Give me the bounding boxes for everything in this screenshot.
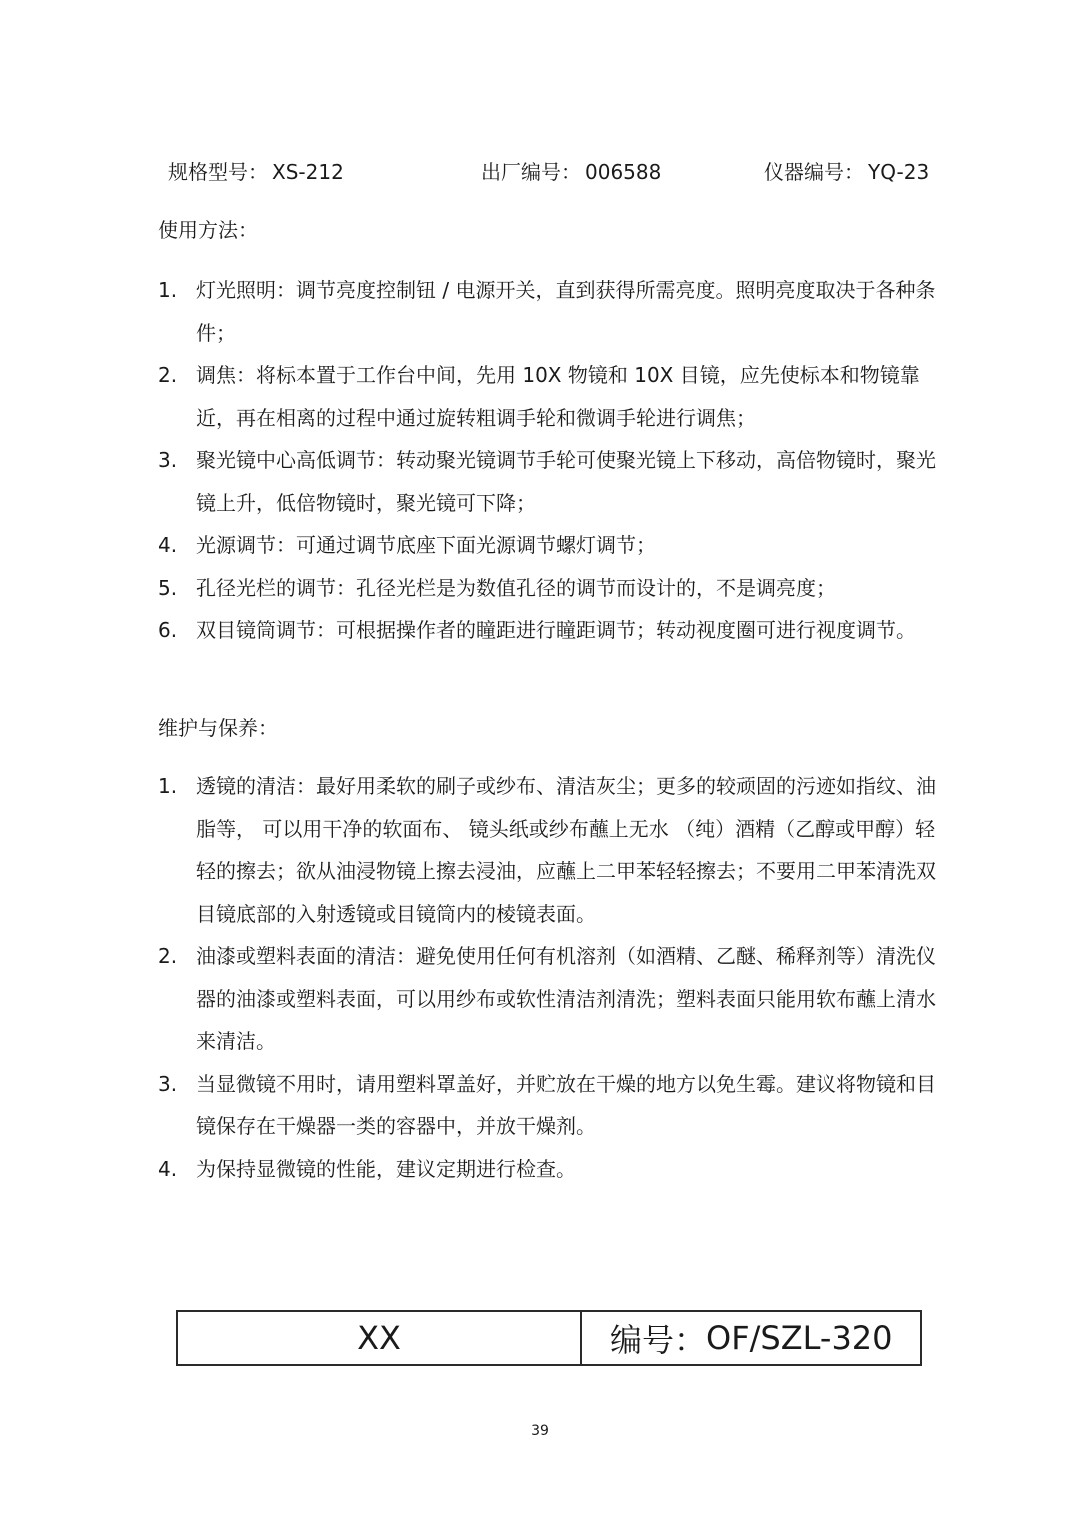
list-item <box>158 1148 938 1191</box>
list-item-number: 6. <box>158 618 178 642</box>
list-item <box>158 354 938 439</box>
list-item-number: 2. <box>158 944 178 968</box>
list-item-number: 3. <box>158 1071 178 1096</box>
page-number: 39 <box>531 1423 549 1439</box>
instrument-spec <box>764 156 929 185</box>
list-item-number: 1. <box>158 278 178 302</box>
usage-list <box>158 269 938 652</box>
list-item <box>158 609 938 652</box>
list-item-number: 4. <box>158 533 178 557</box>
list-item-text: 当显微镜不用时，请用塑料罩盖好，并贮放在干燥的地方以免生霉。建议将物镜和目镜保存在干燥器一类的容器中，并放干燥剂。 <box>196 1071 936 1138</box>
list-item-number: 2. <box>158 363 178 387</box>
list-item-number: 5. <box>158 575 178 600</box>
footer-code-label: 编号： <box>610 1321 707 1359</box>
footer-table <box>176 1310 922 1366</box>
list-item-number: 4. <box>158 1156 178 1181</box>
list-item <box>158 935 938 1063</box>
list-item-text: 为保持显微镜的性能，建议定期进行检查。 <box>196 1156 576 1181</box>
model-value: XS-212 <box>272 160 344 184</box>
spec-row <box>168 156 928 188</box>
list-item <box>158 269 938 354</box>
list-item-text: 调焦：将标本置于工作台中间，先用 10X 物镜和 10X 目镜，应先使标本和物镜靠近，再在相离的过程中通过旋转粗调手轮和微调手轮进行调焦； <box>196 363 920 430</box>
list-item-text: 灯光照明：调节亮度控制钮 / 电源开关，直到获得所需亮度。照明亮度取决于各种条件； <box>196 278 936 345</box>
maintenance-list <box>158 765 938 1190</box>
list-item-text: 双目镜筒调节：可根据操作者的瞳距进行瞳距调节；转动视度圈可进行视度调节。 <box>196 618 916 642</box>
list-item-text: 聚光镜中心高低调节：转动聚光镜调节手轮可使聚光镜上下移动，高倍物镜时，聚光镜上升，低倍物镜时，聚光镜可下降； <box>196 448 936 515</box>
maintenance-section-title: 维护与保养： <box>158 716 278 740</box>
serial-spec <box>481 156 661 185</box>
list-item <box>158 524 938 567</box>
footer-code-cell <box>582 1312 920 1364</box>
list-item <box>158 1063 938 1148</box>
model-spec <box>168 156 344 185</box>
instrument-label: 仪器编号： <box>764 160 864 184</box>
list-item-text: 光源调节：可通过调节底座下面光源调节螺灯调节； <box>196 533 656 557</box>
list-item-text: 透镜的清洁：最好用柔软的刷子或纱布、清洁灰尘；更多的较顽固的污迹如指纹、油脂等， 可以用干净的软面布、 镜头纸或纱布蘸上无水 （纯）酒精（乙醇或甲醇）轻轻的擦去；欲从油浸物镜上擦去浸油，应蘸上二甲苯轻轻擦去；不要用二甲苯清洗双目镜底部的入射透镜或目镜筒内的棱镜表面。 <box>196 774 936 926</box>
list-item-number: 3. <box>158 448 178 472</box>
list-item-text: 油漆或塑料表面的清洁：避免使用任何有机溶剂（如酒精、乙醚、稀释剂等）清洗仪器的油漆或塑料表面，可以用纱布或软性清洁剂清洗；塑料表面只能用软布蘸上清水来清洁。 <box>196 944 936 1053</box>
instrument-value: YQ-23 <box>868 160 930 184</box>
usage-section-title: 使用方法： <box>158 218 258 242</box>
list-item <box>158 439 938 524</box>
list-item <box>158 567 938 610</box>
footer-company-cell: XX <box>178 1312 582 1364</box>
model-label: 规格型号： <box>168 160 268 184</box>
footer-code-value: OF/SZL-320 <box>706 1319 893 1357</box>
list-item <box>158 765 938 935</box>
list-item-number: 1. <box>158 774 178 798</box>
serial-label: 出厂编号： <box>481 160 581 184</box>
list-item-text: 孔径光栏的调节：孔径光栏是为数值孔径的调节而设计的，不是调亮度； <box>196 575 836 600</box>
serial-value: 006588 <box>585 160 662 184</box>
